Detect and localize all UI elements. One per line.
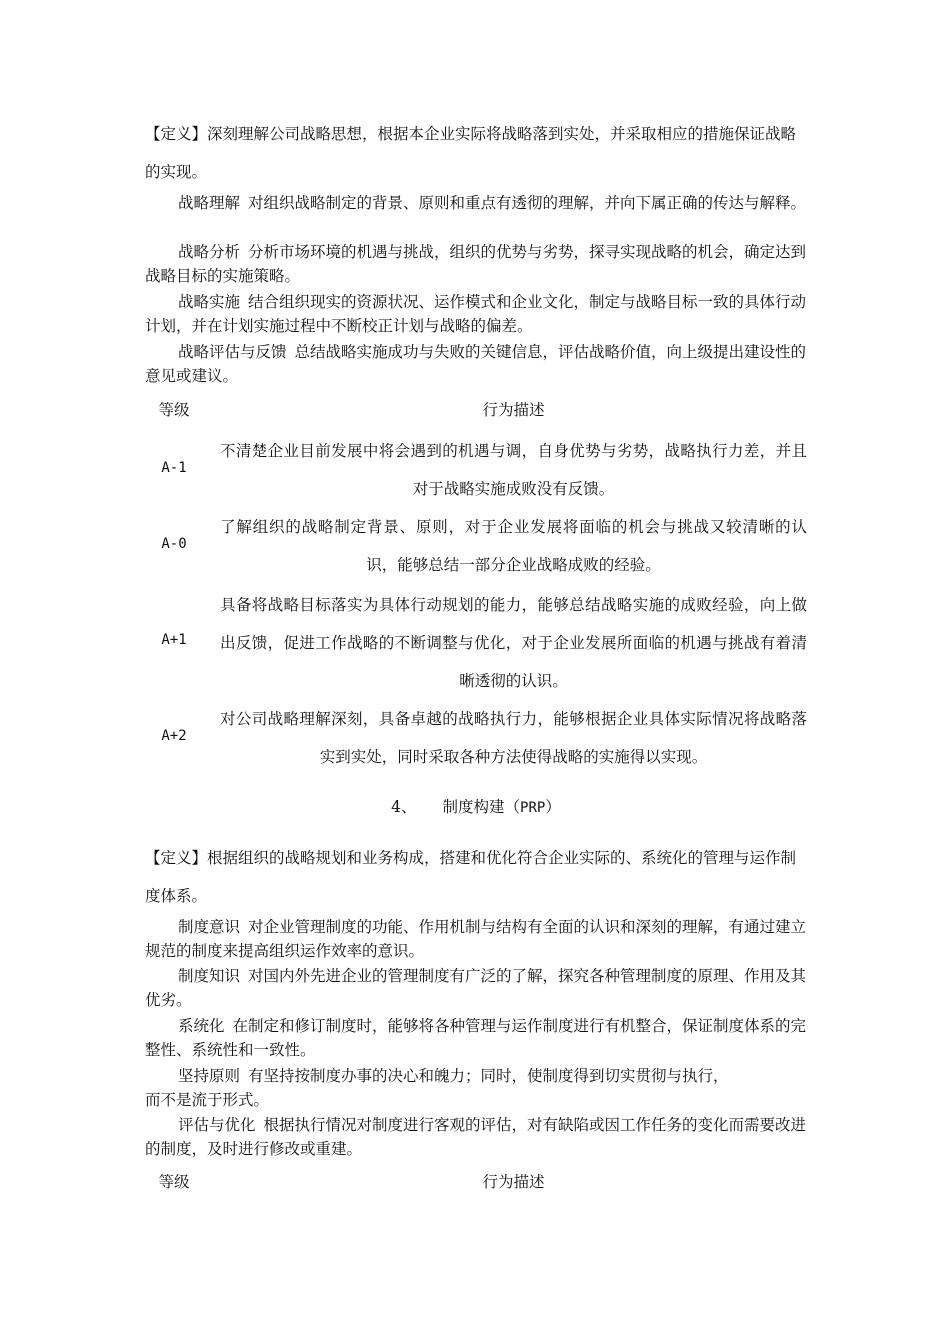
table-header [145, 398, 807, 422]
header-level: 等级 [158, 1173, 190, 1191]
section-title: 制度构建（ [442, 798, 521, 816]
item-term: 系统化 [178, 1017, 225, 1035]
item-text: 对企业管理制度的功能、作用机制与结构有全面的认识和深刻的理解，有通过建立规范的制度来提高组织运作效率的意识。 [145, 918, 807, 960]
section-code: PRP [520, 800, 546, 816]
item-term: 战略实施 [178, 293, 241, 311]
item-term: 战略分析 [178, 243, 241, 261]
item-strategy-evaluation [145, 340, 807, 388]
item-term: 评估与优化 [178, 1116, 256, 1134]
table-row [145, 508, 807, 584]
item-text: 根据执行情况对制度进行客观的评估，对有缺陷或因工作任务的变化而需要改进的制度，及时进行修改或重建。 [145, 1116, 807, 1158]
definition-system: 【定义】根据组织的战略规划和业务构成，搭建和优化符合企业实际的、系统化的管理与运作制度体系。 [145, 849, 797, 905]
item-system-knowledge [145, 964, 807, 1012]
item-text: 结合组织现实的资源状况、运作模式和企业文化，制定与战略目标一致的具体行动计划，并在计划实施过程中不断校正计划与战略的偏差。 [145, 293, 807, 335]
section-heading [145, 795, 807, 820]
item-principles-cont: 而不是流于形式。 [145, 1091, 270, 1109]
row-level: A-1 [161, 460, 187, 476]
item-term: 坚持原则 [178, 1067, 241, 1085]
row-level: A+2 [161, 728, 187, 744]
item-strategy-implementation [145, 290, 807, 338]
table-row [145, 432, 807, 508]
item-systematization [145, 1014, 807, 1062]
item-evaluation-optimization [145, 1113, 807, 1161]
table-row [145, 700, 807, 776]
item-system-awareness [145, 915, 807, 963]
item-term: 战略评估与反馈 [178, 343, 287, 361]
table-header [145, 1170, 807, 1194]
header-behavior: 行为描述 [482, 401, 545, 419]
header-level: 等级 [158, 401, 190, 419]
section-title-end: ） [545, 798, 561, 816]
item-text: 分析市场环境的机遇与挑战，组织的优势与劣势，探寻实现战略的机会，确定达到战略目标的实施策略。 [145, 243, 807, 285]
table-row [145, 586, 807, 700]
row-desc: 具备将战略目标落实为具体行动规划的能力，能够总结战略实施的成败经验，向上做出反馈，促进工作战略的不断调整与优化，对于企业发展所面临的机遇与挑战有着清晰透彻的认识。 [220, 596, 807, 690]
item-text: 总结战略实施成功与失败的关键信息，评估战略价值，向上级提出建设性的意见或建议。 [145, 343, 807, 385]
row-level: A-0 [161, 536, 187, 552]
item-text: 在制定和修订制度时，能够将各种管理与运作制度进行有机整合，保证制度体系的完整性、系统性和一致性。 [145, 1017, 807, 1059]
row-level: A+1 [161, 632, 187, 648]
item-text: 对国内外先进企业的管理制度有广泛的了解，探究各种管理制度的原理、作用及其优劣。 [145, 967, 807, 1009]
item-text: 对组织战略制定的背景、原则和重点有透彻的理解，并向下属正确的传达与解释。 [248, 194, 807, 212]
section-number: 4、 [391, 798, 417, 816]
row-desc: 不清楚企业目前发展中将会遇到的机遇与调，自身优势与劣势，战略执行力差，并且对于战略实施成败没有反馈。 [220, 442, 807, 498]
row-desc: 对公司战略理解深刻，具备卓越的战略执行力，能够根据企业具体实际情况将战略落实到实处，同时采取各种方法使得战略的实施得以实现。 [220, 710, 807, 766]
definition-strategy: 【定义】深刻理解公司战略思想，根据本企业实际将战略落到实处，并采取相应的措施保证战略的实现。 [145, 125, 797, 181]
header-behavior: 行为描述 [482, 1173, 545, 1191]
item-term: 战略理解 [178, 194, 241, 212]
item-term: 制度知识 [178, 967, 241, 985]
item-strategy-analysis [145, 240, 807, 288]
item-strategy-understanding [145, 191, 807, 215]
item-term: 制度意识 [178, 918, 241, 936]
row-desc: 了解组织的战略制定背景、原则，对于企业发展将面临的机会与挑战又较清晰的认识，能够总结一部分企业战略成败的经验。 [220, 518, 807, 574]
item-text: 有坚持按制度办事的决心和魄力；同时，使制度得到切实贯彻与执行， [248, 1067, 729, 1085]
item-principles [145, 1064, 807, 1088]
